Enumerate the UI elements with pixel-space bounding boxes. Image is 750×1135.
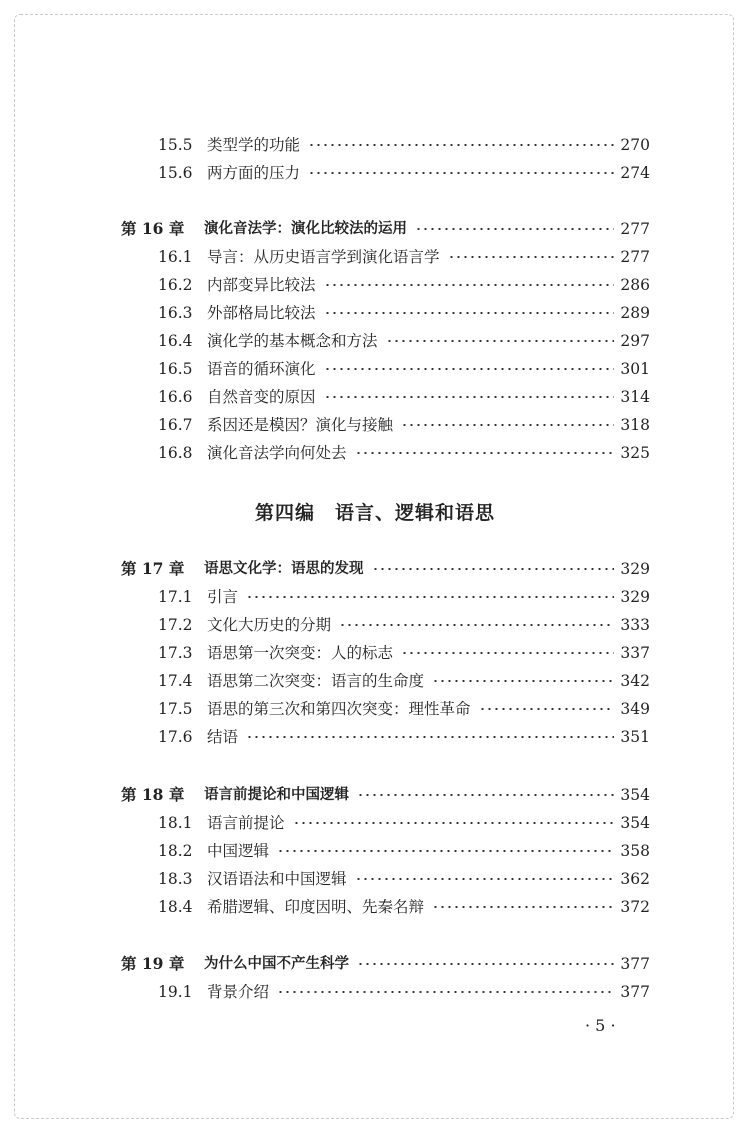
toc-entry-19-1[interactable] [158, 979, 650, 1005]
entry-number: 16.5 [158, 360, 193, 378]
toc-chapter-19[interactable] [121, 951, 650, 977]
entry-number: 16.1 [158, 248, 193, 266]
entry-number: 16.6 [158, 388, 193, 406]
dot-leader [277, 991, 614, 993]
toc-entry-17-1[interactable] [158, 584, 650, 610]
entry-title: 系因还是模因？演化与接触 [207, 416, 394, 434]
chapter-title: 语思文化学：语思的发现 [204, 561, 364, 577]
dot-leader [479, 708, 615, 710]
dot-leader [324, 368, 615, 370]
toc-entry-18-1[interactable] [158, 810, 650, 836]
entry-page: 362 [620, 870, 650, 888]
entry-title: 语言前提论 [207, 814, 285, 832]
entry-page: 274 [620, 164, 650, 182]
dot-leader [277, 850, 614, 852]
dot-leader [355, 452, 615, 454]
entry-title: 内部变异比较法 [207, 276, 316, 294]
entry-number: 16.4 [158, 332, 193, 350]
entry-title: 引言 [207, 588, 239, 606]
dot-leader [357, 794, 614, 796]
chapter-number: 第 17 章 [121, 559, 185, 578]
entry-page: 354 [620, 814, 650, 832]
toc-chapter-17[interactable] [121, 556, 650, 582]
dot-leader [246, 736, 614, 738]
entry-page: 377 [620, 955, 650, 973]
toc-entry-16-4[interactable] [158, 328, 650, 354]
entry-page: 377 [620, 983, 650, 1001]
entry-page: 372 [620, 898, 650, 916]
toc-entry-15-5[interactable] [158, 132, 650, 158]
entry-number: 18.2 [158, 842, 193, 860]
entry-title: 自然音变的原因 [207, 388, 316, 406]
entry-title: 演化学的基本概念和方法 [207, 332, 378, 350]
chapter-title: 语言前提论和中国逻辑 [204, 787, 349, 803]
toc-entry-18-2[interactable] [158, 838, 650, 864]
entry-page: 297 [620, 332, 650, 350]
entry-number: 17.3 [158, 644, 193, 662]
entry-page: 325 [620, 444, 650, 462]
page-number: · 5 · [585, 1016, 616, 1035]
toc-entry-17-6[interactable] [158, 724, 650, 750]
entry-title: 结语 [207, 728, 239, 746]
toc-entry-16-5[interactable] [158, 356, 650, 382]
entry-page: 318 [620, 416, 650, 434]
entry-title: 语思第二次突变：语言的生命度 [207, 672, 425, 690]
entry-page: 301 [620, 360, 650, 378]
toc-entry-17-2[interactable] [158, 612, 650, 638]
toc-entry-17-5[interactable] [158, 696, 650, 722]
toc-chapter-16[interactable] [121, 216, 650, 242]
entry-page: 333 [620, 616, 650, 634]
toc-entry-16-7[interactable] [158, 412, 650, 438]
toc-entry-15-6[interactable] [158, 160, 650, 186]
dot-leader [293, 822, 615, 824]
entry-page: 354 [620, 786, 650, 804]
toc-entry-16-2[interactable] [158, 272, 650, 298]
dot-leader [324, 284, 615, 286]
entry-page: 314 [620, 388, 650, 406]
chapter-number: 第 16 章 [121, 219, 185, 238]
entry-number: 18.3 [158, 870, 193, 888]
toc-entry-17-4[interactable] [158, 668, 650, 694]
dot-leader [372, 568, 615, 570]
entry-title: 中国逻辑 [207, 842, 270, 860]
entry-number: 15.5 [158, 136, 193, 154]
entry-page: 349 [620, 700, 650, 718]
dot-leader [432, 906, 614, 908]
entry-title: 语思的第三次和第四次突变：理性革命 [207, 700, 471, 718]
entry-page: 337 [620, 644, 650, 662]
entry-title: 类型学的功能 [207, 136, 301, 154]
dot-leader [415, 228, 614, 230]
entry-page: 351 [620, 728, 650, 746]
toc-entry-18-3[interactable] [158, 866, 650, 892]
dot-leader [401, 652, 614, 654]
entry-title: 两方面的压力 [207, 164, 301, 182]
entry-number: 19.1 [158, 983, 193, 1001]
entry-title: 语思第一次突变：人的标志 [207, 644, 394, 662]
toc-entry-17-3[interactable] [158, 640, 650, 666]
entry-page: 286 [620, 276, 650, 294]
dot-leader [432, 680, 614, 682]
toc-chapter-18[interactable] [121, 782, 650, 808]
dot-leader [308, 172, 614, 174]
toc-entry-16-8[interactable] [158, 440, 650, 466]
entry-page: 329 [620, 588, 650, 606]
toc-entry-18-4[interactable] [158, 894, 650, 920]
entry-page: 270 [620, 136, 650, 154]
toc-entry-16-1[interactable] [158, 244, 650, 270]
chapter-title: 演化音法学：演化比较法的运用 [204, 221, 407, 237]
toc-entry-16-6[interactable] [158, 384, 650, 410]
entry-title: 外部格局比较法 [207, 304, 316, 322]
entry-number: 18.4 [158, 898, 193, 916]
dot-leader [448, 256, 615, 258]
entry-title: 背景介绍 [207, 983, 270, 1001]
entry-title: 演化音法学向何处去 [207, 444, 347, 462]
entry-number: 16.3 [158, 304, 193, 322]
entry-title: 希腊逻辑、印度因明、先秦名辩 [207, 898, 425, 916]
dot-leader [324, 312, 615, 314]
entry-number: 16.8 [158, 444, 193, 462]
entry-page: 277 [620, 248, 650, 266]
dot-leader [308, 144, 614, 146]
entry-title: 文化大历史的分期 [207, 616, 332, 634]
entry-number: 17.5 [158, 700, 193, 718]
entry-title: 汉语语法和中国逻辑 [207, 870, 347, 888]
toc-entry-16-3[interactable] [158, 300, 650, 326]
entry-number: 16.2 [158, 276, 193, 294]
dot-leader [355, 878, 615, 880]
entry-page: 358 [620, 842, 650, 860]
entry-title: 语音的循环演化 [207, 360, 316, 378]
entry-number: 16.7 [158, 416, 193, 434]
chapter-number: 第 18 章 [121, 785, 185, 804]
entry-page: 289 [620, 304, 650, 322]
chapter-title: 为什么中国不产生科学 [204, 956, 349, 972]
part-title: 第四编 语言、逻辑和语思 [254, 502, 495, 524]
dot-leader [401, 424, 614, 426]
entry-number: 17.6 [158, 728, 193, 746]
dot-leader [246, 596, 614, 598]
entry-title: 导言：从历史语言学到演化语言学 [207, 248, 440, 266]
dot-leader [386, 340, 615, 342]
entry-page: 277 [620, 220, 650, 238]
entry-number: 17.2 [158, 616, 193, 634]
entry-page: 329 [620, 560, 650, 578]
entry-number: 18.1 [158, 814, 193, 832]
dot-leader [324, 396, 615, 398]
dot-leader [339, 624, 614, 626]
chapter-number: 第 19 章 [121, 954, 185, 973]
entry-number: 17.4 [158, 672, 193, 690]
entry-number: 15.6 [158, 164, 193, 182]
dot-leader [357, 963, 614, 965]
entry-number: 17.1 [158, 588, 193, 606]
entry-page: 342 [620, 672, 650, 690]
